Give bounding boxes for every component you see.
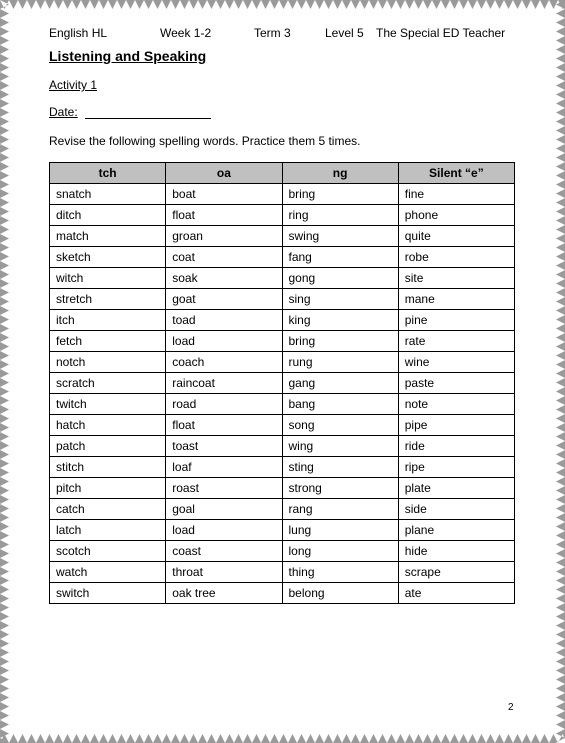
header-week: Week 1-2 bbox=[160, 26, 212, 40]
table-cell: rung bbox=[282, 352, 398, 373]
table-cell: gong bbox=[282, 268, 398, 289]
table-cell: twitch bbox=[50, 394, 166, 415]
table-row bbox=[50, 562, 515, 583]
column-header: tch bbox=[50, 163, 166, 184]
table-cell: gang bbox=[282, 373, 398, 394]
table-cell: phone bbox=[398, 205, 514, 226]
table-row bbox=[50, 331, 515, 352]
table-cell: soak bbox=[166, 268, 282, 289]
table-cell: float bbox=[166, 415, 282, 436]
table-row bbox=[50, 583, 515, 604]
table-cell: ripe bbox=[398, 457, 514, 478]
table-cell: scrape bbox=[398, 562, 514, 583]
table-cell: notch bbox=[50, 352, 166, 373]
table-cell: long bbox=[282, 541, 398, 562]
date-label: Date: bbox=[49, 105, 78, 119]
table-cell: pine bbox=[398, 310, 514, 331]
table-row bbox=[50, 310, 515, 331]
column-header: oa bbox=[166, 163, 282, 184]
table-cell: toad bbox=[166, 310, 282, 331]
date-blank-line[interactable] bbox=[85, 118, 211, 119]
table-cell: coast bbox=[166, 541, 282, 562]
table-cell: paste bbox=[398, 373, 514, 394]
table-row bbox=[50, 394, 515, 415]
table-cell: goal bbox=[166, 499, 282, 520]
spelling-words-table bbox=[49, 162, 515, 604]
table-cell: load bbox=[166, 520, 282, 541]
table-cell: toast bbox=[166, 436, 282, 457]
table-cell: robe bbox=[398, 247, 514, 268]
table-row bbox=[50, 478, 515, 499]
table-cell: coat bbox=[166, 247, 282, 268]
table-cell: stitch bbox=[50, 457, 166, 478]
table-row bbox=[50, 268, 515, 289]
table-row bbox=[50, 499, 515, 520]
table-cell: song bbox=[282, 415, 398, 436]
table-row bbox=[50, 247, 515, 268]
table-row bbox=[50, 415, 515, 436]
table-cell: sketch bbox=[50, 247, 166, 268]
table-cell: coach bbox=[166, 352, 282, 373]
table-cell: scotch bbox=[50, 541, 166, 562]
table-cell: lung bbox=[282, 520, 398, 541]
column-header: ng bbox=[282, 163, 398, 184]
table-cell: float bbox=[166, 205, 282, 226]
table-cell: thing bbox=[282, 562, 398, 583]
table-row bbox=[50, 184, 515, 205]
table-cell: raincoat bbox=[166, 373, 282, 394]
table-cell: ditch bbox=[50, 205, 166, 226]
table-row bbox=[50, 436, 515, 457]
table-cell: road bbox=[166, 394, 282, 415]
table-cell: goat bbox=[166, 289, 282, 310]
table-cell: oak tree bbox=[166, 583, 282, 604]
table-row bbox=[50, 226, 515, 247]
table-cell: pitch bbox=[50, 478, 166, 499]
table-cell: mane bbox=[398, 289, 514, 310]
table-cell: match bbox=[50, 226, 166, 247]
table-cell: rate bbox=[398, 331, 514, 352]
table-cell: throat bbox=[166, 562, 282, 583]
table-cell: hatch bbox=[50, 415, 166, 436]
table-header-row bbox=[50, 163, 515, 184]
table-cell: load bbox=[166, 331, 282, 352]
header-subject: English HL bbox=[49, 26, 108, 40]
table-cell: bring bbox=[282, 331, 398, 352]
table-row bbox=[50, 520, 515, 541]
table-cell: catch bbox=[50, 499, 166, 520]
table-cell: wine bbox=[398, 352, 514, 373]
table-cell: fetch bbox=[50, 331, 166, 352]
table-cell: latch bbox=[50, 520, 166, 541]
table-row bbox=[50, 541, 515, 562]
table-row bbox=[50, 205, 515, 226]
table-cell: hide bbox=[398, 541, 514, 562]
table-cell: loaf bbox=[166, 457, 282, 478]
header-term: Term 3 bbox=[254, 26, 291, 40]
instructions: Revise the following spelling words. Practice them 5 times. bbox=[49, 134, 361, 148]
table-cell: sing bbox=[282, 289, 398, 310]
table-cell: itch bbox=[50, 310, 166, 331]
table-cell: bang bbox=[282, 394, 398, 415]
table-cell: fang bbox=[282, 247, 398, 268]
table-cell: note bbox=[398, 394, 514, 415]
table-cell: witch bbox=[50, 268, 166, 289]
table-cell: sting bbox=[282, 457, 398, 478]
table-cell: wing bbox=[282, 436, 398, 457]
table-row bbox=[50, 457, 515, 478]
table-cell: swing bbox=[282, 226, 398, 247]
header-brand: The Special ED Teacher bbox=[376, 26, 506, 40]
page-title: Listening and Speaking bbox=[49, 48, 207, 64]
table-cell: strong bbox=[282, 478, 398, 499]
table-cell: ate bbox=[398, 583, 514, 604]
table-row bbox=[50, 289, 515, 310]
table-cell: rang bbox=[282, 499, 398, 520]
table-cell: side bbox=[398, 499, 514, 520]
table-cell: roast bbox=[166, 478, 282, 499]
table-cell: pipe bbox=[398, 415, 514, 436]
table-cell: ring bbox=[282, 205, 398, 226]
page-number: 2 bbox=[508, 702, 514, 713]
table-cell: belong bbox=[282, 583, 398, 604]
table-cell: patch bbox=[50, 436, 166, 457]
table-cell: groan bbox=[166, 226, 282, 247]
table-cell: fine bbox=[398, 184, 514, 205]
table-cell: watch bbox=[50, 562, 166, 583]
table-cell: king bbox=[282, 310, 398, 331]
table-cell: stretch bbox=[50, 289, 166, 310]
table-cell: snatch bbox=[50, 184, 166, 205]
column-header: Silent “e” bbox=[398, 163, 514, 184]
table-cell: quite bbox=[398, 226, 514, 247]
table-cell: ride bbox=[398, 436, 514, 457]
table-cell: site bbox=[398, 268, 514, 289]
table-cell: bring bbox=[282, 184, 398, 205]
table-cell: plane bbox=[398, 520, 514, 541]
header-level: Level 5 bbox=[325, 26, 364, 40]
page-header bbox=[49, 26, 529, 42]
table-row bbox=[50, 352, 515, 373]
table-cell: plate bbox=[398, 478, 514, 499]
date-row bbox=[49, 105, 78, 119]
table-row bbox=[50, 373, 515, 394]
table-cell: switch bbox=[50, 583, 166, 604]
table-cell: boat bbox=[166, 184, 282, 205]
activity-label: Activity 1 bbox=[49, 78, 98, 92]
table-cell: scratch bbox=[50, 373, 166, 394]
